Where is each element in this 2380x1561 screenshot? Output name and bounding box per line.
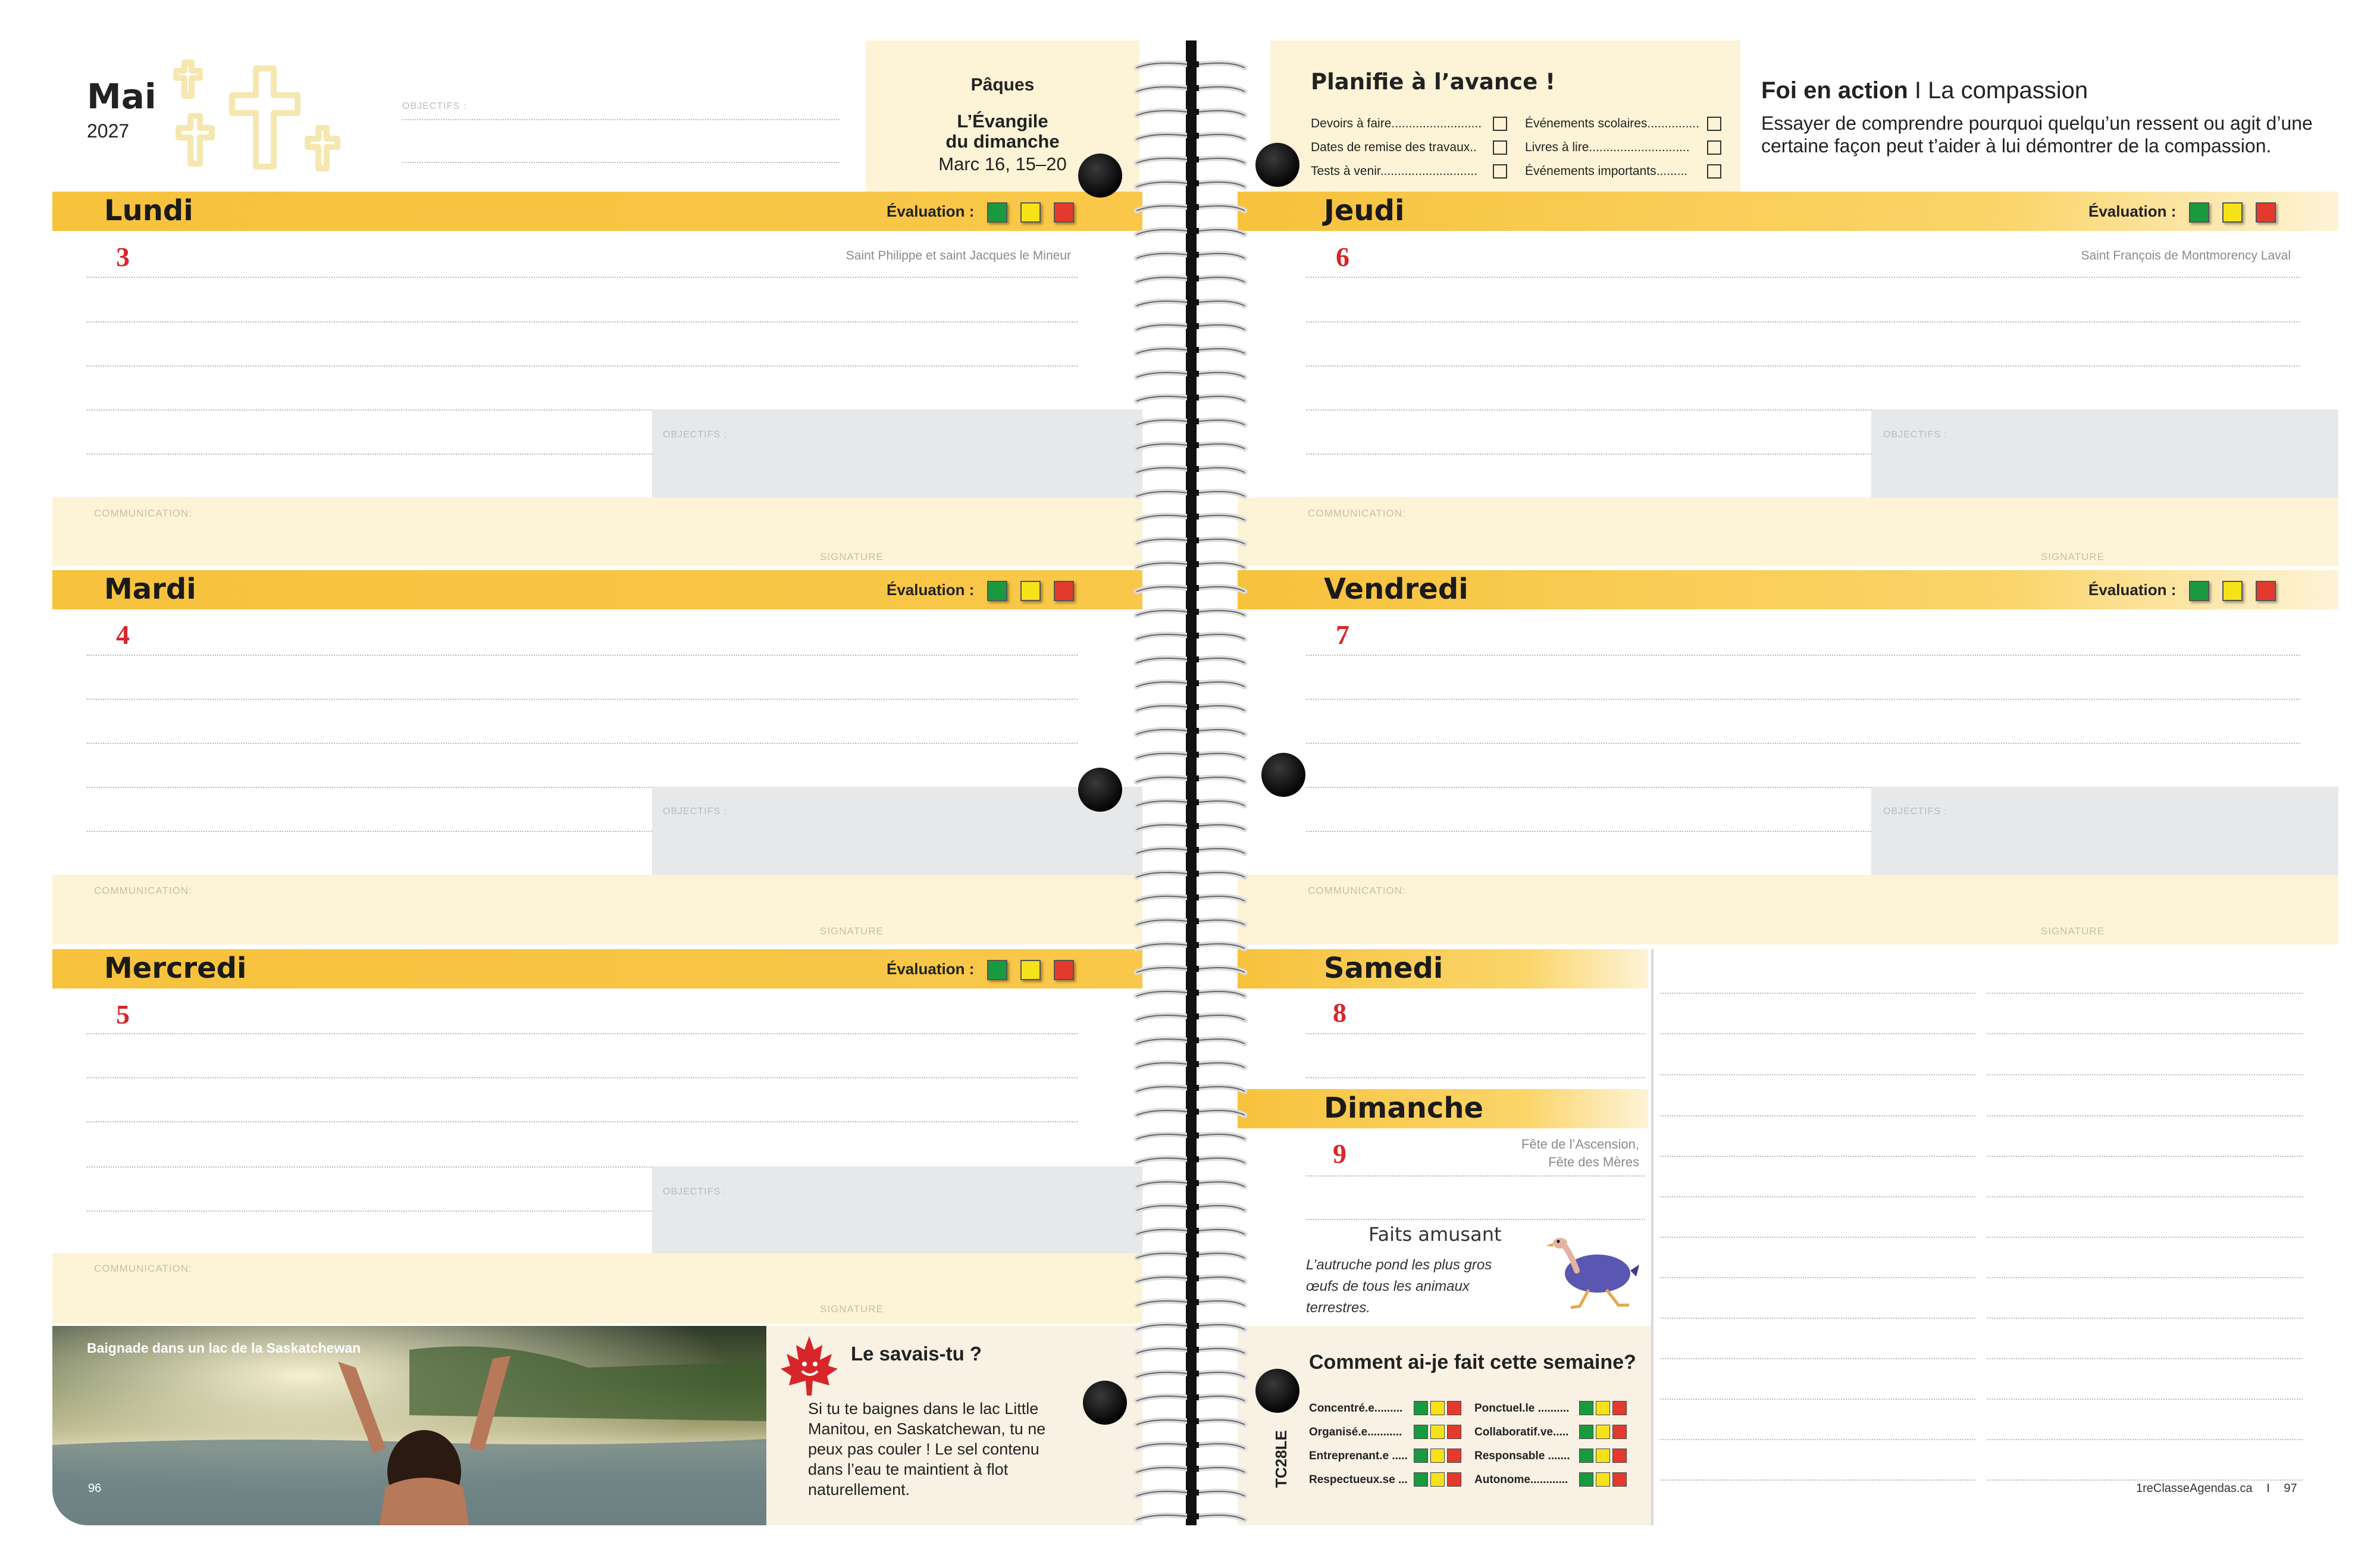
writing-line[interactable] (1306, 787, 1871, 788)
self-eval-item (1474, 1402, 1569, 1415)
notes-line[interactable] (1987, 1399, 2303, 1400)
spiral-coil (1130, 821, 1250, 836)
writing-line[interactable] (1306, 321, 2300, 323)
notes-line[interactable] (1660, 1318, 1975, 1319)
signature-label: SIGNATURE (820, 1303, 884, 1315)
spiral-coil (1130, 1226, 1250, 1240)
day-number-mardi: 4 (116, 620, 130, 650)
plan-item: Livres à lire............................. (1525, 140, 1690, 155)
spiral-coil (1130, 1345, 1250, 1359)
eval-yellow-square[interactable] (1430, 1401, 1445, 1415)
communication-box-mardi[interactable] (52, 875, 1142, 944)
communication-label: COMMUNICATION: (94, 508, 192, 519)
fun-fact-line2: œufs de tous les animaux (1306, 1278, 1470, 1294)
day-name-jeudi: Jeudi (1324, 194, 1405, 227)
writing-line[interactable] (87, 1077, 1078, 1078)
eval-red-square[interactable] (1054, 960, 1074, 980)
notes-line[interactable] (1660, 1358, 1975, 1359)
checkbox-icon[interactable] (1707, 140, 1721, 155)
eval-red-square[interactable] (1447, 1401, 1461, 1415)
spiral-coil (1130, 1464, 1250, 1478)
evaluation-mardi: Évaluation : (887, 581, 1074, 601)
writing-line[interactable] (87, 743, 1078, 744)
checkbox-icon[interactable] (1493, 140, 1507, 155)
eval-green-square[interactable] (2189, 202, 2209, 223)
spiral-coil (1130, 1440, 1250, 1454)
eval-green-square[interactable] (1579, 1449, 1593, 1463)
objectives-label: OBJECTIFS : (663, 430, 727, 440)
saint-jeudi: Saint François de Montmorency Laval (2081, 249, 2291, 262)
spiral-coil (1130, 631, 1250, 645)
spiral-coil (1130, 226, 1250, 240)
did-you-know-title: Le savais-tu ? (851, 1343, 982, 1365)
notes-line[interactable] (1987, 1196, 2303, 1197)
faith-title: Foi en action I La compassion (1761, 77, 2088, 104)
ostrich-icon (1541, 1235, 1642, 1312)
punch-hole (1261, 753, 1305, 797)
notes-line[interactable] (1660, 1033, 1975, 1034)
notes-line[interactable] (1660, 1277, 1975, 1278)
writing-line[interactable] (1306, 365, 2300, 367)
notes-line[interactable] (1660, 1196, 1975, 1197)
checkbox-icon[interactable] (1493, 164, 1507, 179)
spiral-coil (1130, 678, 1250, 693)
self-eval-item (1474, 1474, 1568, 1487)
spiral-coil (1130, 869, 1250, 883)
self-eval-item-label: Concentré.e......... (1309, 1402, 1403, 1415)
gospel-reference: Marc 16, 15–20 (938, 154, 1067, 174)
spiral-coil (1130, 440, 1250, 455)
planning-title: Planifie à l’avance ! (1311, 69, 1555, 95)
day-number-lundi: 3 (116, 242, 130, 272)
objectives-label: OBJECTIFS : (663, 1187, 727, 1197)
day-name-samedi: Samedi (1324, 952, 1443, 985)
site-url[interactable]: 1reClasseAgendas.ca (2136, 1482, 2253, 1495)
plan-item: Tests à venir............................ (1311, 164, 1477, 179)
eval-red-square[interactable] (2256, 202, 2276, 223)
eval-yellow-square[interactable] (1596, 1472, 1610, 1487)
evaluation-jeudi: Évaluation : (2088, 202, 2276, 223)
spiral-coil (1130, 797, 1250, 812)
writing-line[interactable] (1306, 277, 2300, 278)
spiral-coil (1130, 1059, 1250, 1074)
spiral-coil (1130, 83, 1250, 98)
spiral-coil (1130, 1131, 1250, 1145)
plan-item: Événements importants......... (1525, 164, 1687, 179)
checkbox-icon[interactable] (1493, 117, 1507, 131)
spiral-coil (1130, 417, 1250, 431)
evaluation-vendredi: Évaluation : (2088, 581, 2276, 601)
year-label: 2027 (87, 120, 130, 142)
spiral-coil (1130, 1369, 1250, 1383)
spiral-coil (1130, 369, 1250, 383)
spiral-coil (1130, 274, 1250, 288)
spiral-coil (1130, 845, 1250, 859)
objectives-label: OBJECTIFS : (1883, 430, 1947, 440)
self-eval-item (1309, 1474, 1408, 1487)
eval-yellow-square[interactable] (1020, 202, 1041, 223)
page-number-left: 96 (88, 1482, 102, 1495)
eval-red-square[interactable] (1447, 1425, 1461, 1439)
objectives-box-jeudi[interactable] (1871, 409, 2338, 498)
eval-red-square[interactable] (1054, 581, 1074, 601)
eval-yellow-square[interactable] (1020, 581, 1041, 601)
spiral-coil (1130, 1178, 1250, 1193)
eval-yellow-square[interactable] (1430, 1425, 1445, 1439)
spiral-coil (1130, 940, 1250, 955)
signature-label: SIGNATURE (2041, 925, 2105, 937)
writing-line[interactable] (87, 1166, 652, 1168)
eval-yellow-square[interactable] (1430, 1472, 1445, 1487)
spiral-coil (1130, 774, 1250, 788)
objectives-box-vendredi[interactable] (1871, 787, 2338, 875)
evaluation-mercredi: Évaluation : (887, 960, 1074, 980)
punch-hole (1255, 1369, 1299, 1413)
spiral-coil (1130, 655, 1250, 669)
day-name-mardi: Mardi (104, 573, 196, 606)
eval-yellow-square[interactable] (1596, 1401, 1610, 1415)
code-label: TC28LE (1272, 1430, 1290, 1488)
spiral-coil (1130, 1155, 1250, 1169)
spiral-coil (1130, 1202, 1250, 1216)
notes-line[interactable] (1987, 1277, 2303, 1278)
spiral-coil (1130, 1297, 1250, 1312)
notes-line[interactable] (1987, 993, 2303, 994)
self-eval-item (1309, 1450, 1408, 1463)
spiral-coil (1130, 726, 1250, 740)
page-number-right: 97 (2284, 1482, 2297, 1495)
eval-yellow-square[interactable] (1596, 1425, 1610, 1439)
spiral-coil (1130, 702, 1250, 717)
gospel-title-line1: L’Évangile (957, 111, 1048, 132)
fun-fact-line1: L’autruche pond les plus gros (1306, 1257, 1492, 1273)
self-eval-item-label: Ponctuel.le .......... (1474, 1402, 1570, 1415)
self-eval-item-label: Autonome............ (1474, 1474, 1568, 1486)
writing-line[interactable] (87, 655, 1078, 656)
eval-red-square[interactable] (1054, 202, 1074, 223)
writing-line[interactable] (1306, 1219, 1645, 1220)
writing-line[interactable] (87, 1033, 1078, 1034)
writing-line[interactable] (1306, 1033, 1645, 1034)
spiral-coil (1130, 321, 1250, 336)
notes-line[interactable] (1987, 1479, 2303, 1481)
objectives-label: OBJECTIFS : (1883, 806, 1947, 817)
spiral-coil (1130, 512, 1250, 526)
planning-box (1270, 40, 1740, 196)
eval-green-square[interactable] (1579, 1401, 1593, 1415)
writing-line[interactable] (87, 1121, 1078, 1122)
checkbox-icon[interactable] (1707, 117, 1721, 131)
spiral-coil (1130, 1416, 1250, 1431)
gospel-title-line2: du dimanche (945, 131, 1060, 152)
spiral-coil (1130, 964, 1250, 978)
eval-red-square[interactable] (1447, 1449, 1461, 1463)
self-eval-item (1309, 1426, 1402, 1439)
self-eval-item (1474, 1426, 1568, 1439)
spiral-coil (1130, 916, 1250, 931)
eval-red-square[interactable] (1612, 1472, 1627, 1487)
writing-line[interactable] (1306, 1077, 1645, 1078)
signature-label: SIGNATURE (820, 925, 884, 937)
day-name-mercredi: Mercredi (104, 952, 247, 985)
day-name-vendredi: Vendredi (1324, 573, 1468, 606)
spiral-coil (1130, 536, 1250, 550)
writing-line[interactable] (87, 321, 1078, 323)
eval-green-square[interactable] (1579, 1472, 1593, 1487)
evaluation-lundi: Évaluation : (887, 202, 1074, 223)
spiral-coil (1130, 1488, 1250, 1502)
month-title: Mai (87, 76, 156, 117)
faith-text: Essayer de comprendre pourquoi quelqu’un ressent ou agit d’une certaine façon peut t’aider à lui démontrer de la compassion. (1761, 112, 2313, 157)
punch-hole (1078, 154, 1122, 198)
writing-line[interactable] (1306, 743, 2300, 744)
spiral-coil (1130, 155, 1250, 169)
eval-green-square[interactable] (1414, 1425, 1428, 1439)
eval-red-square[interactable] (2256, 581, 2276, 601)
spiral-coil (1130, 1107, 1250, 1121)
eval-yellow-square[interactable] (2222, 581, 2243, 601)
self-eval-item-label: Organisé.e........... (1309, 1426, 1402, 1438)
spiral-coil (1130, 1393, 1250, 1407)
self-eval-item-label: Entreprenant.e ..... (1309, 1450, 1408, 1462)
writing-line[interactable] (1306, 409, 1871, 411)
communication-box-lundi[interactable] (52, 498, 1142, 566)
eval-green-square[interactable] (1414, 1472, 1428, 1487)
eval-yellow-square[interactable] (1430, 1449, 1445, 1463)
writing-line[interactable] (87, 277, 1078, 278)
communication-label: COMMUNICATION: (94, 1263, 192, 1274)
spiral-coil (1130, 464, 1250, 478)
notes-line[interactable] (1660, 1115, 1975, 1116)
objectives-box-mardi[interactable] (652, 787, 1142, 875)
spiral-coil (1130, 1250, 1250, 1264)
gospel-feast: Pâques (970, 75, 1035, 95)
spiral-coil (1130, 607, 1250, 621)
notes-line[interactable] (1987, 1439, 2303, 1440)
day-name-lundi: Lundi (104, 194, 193, 227)
notes-line[interactable] (1987, 1358, 2303, 1359)
eval-yellow-square[interactable] (2222, 202, 2243, 223)
spiral-coil (1130, 488, 1250, 502)
writing-line[interactable] (1306, 1175, 1645, 1177)
writing-line[interactable] (1306, 453, 1871, 455)
eval-green-square[interactable] (987, 960, 1007, 980)
writing-line[interactable] (87, 787, 652, 788)
punch-hole (1255, 143, 1299, 187)
self-eval-item (1309, 1402, 1402, 1415)
self-eval-item-label: Respectueux.se ... (1309, 1474, 1408, 1486)
column-divider (1651, 949, 1654, 1525)
self-eval-item-label: Responsable ....... (1474, 1450, 1570, 1462)
spiral-coil (1130, 107, 1250, 121)
dimanche-note-line1: Fête de l’Ascension, (1521, 1137, 1639, 1152)
spiral-coil (1130, 1512, 1250, 1526)
spiral-coil (1130, 60, 1250, 74)
objectives-box-mercredi[interactable] (652, 1166, 1142, 1253)
spiral-coil (1130, 250, 1250, 264)
eval-red-square[interactable] (1612, 1449, 1627, 1463)
day-number-mercredi: 5 (116, 999, 130, 1030)
spiral-coil (1130, 298, 1250, 312)
notes-line[interactable] (1987, 1115, 2303, 1116)
maple-leaf-icon (779, 1333, 839, 1399)
objectives-label: OBJECTIFS : (663, 806, 727, 817)
eval-green-square[interactable] (2189, 581, 2209, 601)
spiral-coil (1130, 1274, 1250, 1288)
writing-line[interactable] (87, 1210, 652, 1212)
spiral-coil (1130, 893, 1250, 907)
objectives-box-lundi[interactable] (652, 409, 1142, 498)
signature-label: SIGNATURE (820, 551, 884, 562)
eval-red-square[interactable] (1612, 1401, 1627, 1415)
eval-green-square[interactable] (1414, 1449, 1428, 1463)
eval-green-square[interactable] (987, 202, 1007, 223)
communication-label: COMMUNICATION: (1308, 508, 1406, 519)
notes-line[interactable] (1987, 1156, 2303, 1157)
spiral-coil (1130, 1083, 1250, 1097)
spiral-coil (1130, 202, 1250, 217)
spiral-coil (1130, 179, 1250, 193)
spiral-coil (1130, 1012, 1250, 1026)
plan-item: Événements scolaires............... (1525, 117, 1699, 131)
crosses-decoration-icon (167, 57, 363, 182)
did-you-know-text: Si tu te baignes dans le lac Little Manitou, en Saskatchewan, tu ne peux pas couler ! Le sel contenu dans l’eau te maintient à flot naturellement. (808, 1400, 1046, 1499)
site-footer: 1reClasseAgendas.ca I 97 (2136, 1482, 2297, 1495)
checkbox-icon[interactable] (1707, 164, 1721, 179)
eval-red-square[interactable] (1612, 1425, 1627, 1439)
dimanche-note-line2: Fête des Mères (1548, 1155, 1639, 1169)
eval-yellow-square[interactable] (1020, 960, 1041, 980)
communication-box-mercredi[interactable] (52, 1253, 1142, 1324)
notes-line[interactable] (1660, 1399, 1975, 1400)
eval-green-square[interactable] (1579, 1425, 1593, 1439)
communication-label: COMMUNICATION: (94, 885, 192, 896)
notes-line[interactable] (1660, 1479, 1975, 1481)
day-number-vendredi: 7 (1336, 620, 1349, 650)
writing-line[interactable] (87, 831, 652, 832)
plan-item: Devoirs à faire.......................... (1311, 117, 1482, 131)
did-you-know-box (766, 1326, 1142, 1525)
writing-line[interactable] (1306, 831, 1871, 832)
saint-lundi: Saint Philippe et saint Jacques le Mineur (845, 249, 1071, 262)
notes-line[interactable] (1660, 1074, 1975, 1075)
notes-line[interactable] (1660, 993, 1975, 994)
notes-line[interactable] (1987, 1318, 2303, 1319)
notes-line[interactable] (1660, 1439, 1975, 1440)
spiral-coil (1130, 1321, 1250, 1335)
self-eval-item (1474, 1450, 1570, 1463)
signature-label: SIGNATURE (2041, 551, 2105, 562)
spiral-coil (1130, 583, 1250, 598)
spiral-coil (1130, 393, 1250, 407)
spiral-coil (1130, 988, 1250, 1002)
spiral-coil (1130, 1036, 1250, 1050)
day-number-samedi: 8 (1333, 997, 1346, 1028)
self-eval-item-label: Collaboratif.ve..... (1474, 1426, 1569, 1438)
punch-hole (1078, 768, 1122, 812)
notes-line[interactable] (1660, 1237, 1975, 1238)
communication-label: COMMUNICATION: (1308, 885, 1406, 896)
fun-fact-line3: terrestres. (1306, 1300, 1371, 1316)
writing-line[interactable] (87, 699, 1078, 700)
spiral-coil (1130, 345, 1250, 359)
fun-fact-title: Faits amusant (1368, 1223, 1502, 1246)
spiral-coil (1130, 559, 1250, 574)
writing-line[interactable] (87, 453, 652, 455)
eval-red-square[interactable] (1447, 1472, 1461, 1487)
notes-line[interactable] (1660, 1156, 1975, 1157)
notes-line[interactable] (1987, 1033, 2303, 1034)
notes-line[interactable] (1987, 1237, 2303, 1238)
day-name-dimanche: Dimanche (1324, 1091, 1484, 1125)
writing-line[interactable] (87, 365, 1078, 367)
spiral-coil (1130, 750, 1250, 764)
eval-yellow-square[interactable] (1596, 1449, 1610, 1463)
header-objectives-line[interactable] (402, 119, 840, 120)
eval-green-square[interactable] (987, 581, 1007, 601)
writing-line[interactable] (87, 409, 652, 411)
lake-photo (52, 1326, 766, 1525)
header-objectives-line[interactable] (402, 162, 840, 163)
spiral-coil (1130, 131, 1250, 145)
day-number-dimanche: 9 (1333, 1138, 1346, 1169)
writing-line[interactable] (1306, 655, 2300, 656)
self-eval-title: Comment ai-je fait cette semaine? (1309, 1351, 1636, 1374)
header-objectives-label: OBJECTIFS : (402, 101, 466, 111)
notes-line[interactable] (1987, 1074, 2303, 1075)
day-number-jeudi: 6 (1336, 242, 1349, 272)
writing-line[interactable] (1306, 699, 2300, 700)
photo-caption: Baignade dans un lac de la Saskatchewan (87, 1340, 361, 1356)
eval-green-square[interactable] (1414, 1401, 1428, 1415)
plan-item: Dates de remise des travaux.. (1311, 140, 1477, 155)
punch-hole (1083, 1381, 1127, 1425)
